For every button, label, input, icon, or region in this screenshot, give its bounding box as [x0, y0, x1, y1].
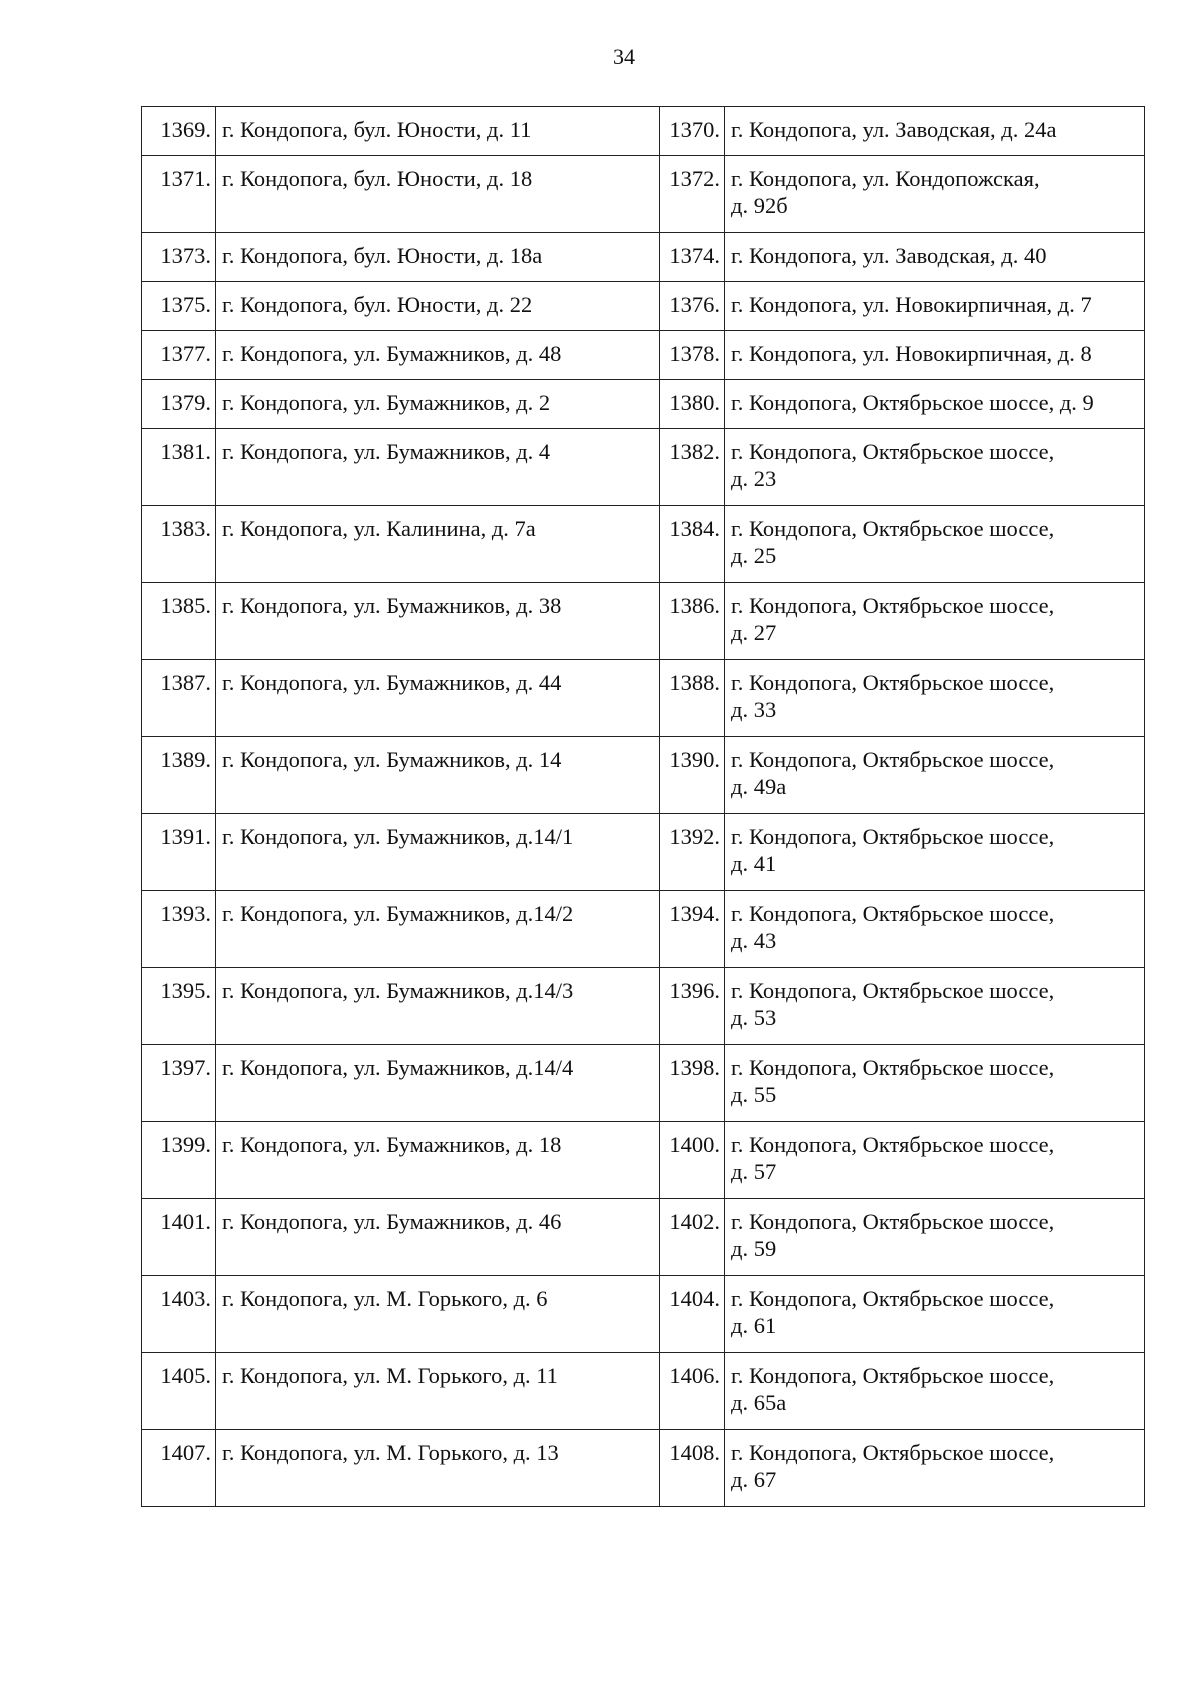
- address-left: г. Кондопога, ул. Бумажников, д. 44: [216, 660, 660, 737]
- address-left: г. Кондопога, ул. Бумажников, д. 18: [216, 1122, 660, 1199]
- row-number-right: 1376.: [660, 282, 725, 331]
- table-row: [142, 1276, 1145, 1353]
- row-number-left: 1391.: [142, 814, 216, 891]
- address-left: г. Кондопога, бул. Юности, д. 22: [216, 282, 660, 331]
- row-number-left: 1387.: [142, 660, 216, 737]
- row-number-left: 1369.: [142, 107, 216, 156]
- address-left: г. Кондопога, ул. Бумажников, д.14/1: [216, 814, 660, 891]
- table-row: [142, 737, 1145, 814]
- table-row: [142, 282, 1145, 331]
- row-number-left: 1397.: [142, 1045, 216, 1122]
- address-right: г. Кондопога, Октябрьское шоссе, д. 59: [725, 1199, 1145, 1276]
- address-right: г. Кондопога, Октябрьское шоссе, д. 57: [725, 1122, 1145, 1199]
- row-number-right: 1370.: [660, 107, 725, 156]
- row-number-left: 1399.: [142, 1122, 216, 1199]
- row-number-left: 1383.: [142, 506, 216, 583]
- row-number-left: 1401.: [142, 1199, 216, 1276]
- row-number-right: 1388.: [660, 660, 725, 737]
- address-right: г. Кондопога, Октябрьское шоссе, д. 53: [725, 968, 1145, 1045]
- address-left: г. Кондопога, ул. Бумажников, д. 48: [216, 331, 660, 380]
- row-number-right: 1396.: [660, 968, 725, 1045]
- row-number-right: 1394.: [660, 891, 725, 968]
- address-right: г. Кондопога, Октябрьское шоссе, д. 25: [725, 506, 1145, 583]
- address-left: г. Кондопога, ул. Бумажников, д.14/2: [216, 891, 660, 968]
- row-number-left: 1381.: [142, 429, 216, 506]
- table-row: [142, 1353, 1145, 1430]
- table-row: [142, 660, 1145, 737]
- address-left: г. Кондопога, ул. Калинина, д. 7а: [216, 506, 660, 583]
- row-number-right: 1402.: [660, 1199, 725, 1276]
- address-left: г. Кондопога, ул. Бумажников, д. 2: [216, 380, 660, 429]
- table-row: [142, 380, 1145, 429]
- address-right: г. Кондопога, ул. Заводская, д. 40: [725, 233, 1145, 282]
- row-number-left: 1385.: [142, 583, 216, 660]
- row-number-right: 1408.: [660, 1430, 725, 1507]
- table-row: [142, 1199, 1145, 1276]
- address-right: г. Кондопога, Октябрьское шоссе, д. 27: [725, 583, 1145, 660]
- address-right: г. Кондопога, ул. Новокирпичная, д. 7: [725, 282, 1145, 331]
- row-number-right: 1406.: [660, 1353, 725, 1430]
- row-number-left: 1373.: [142, 233, 216, 282]
- row-number-right: 1372.: [660, 156, 725, 233]
- row-number-right: 1392.: [660, 814, 725, 891]
- address-right: г. Кондопога, ул. Заводская, д. 24а: [725, 107, 1145, 156]
- row-number-right: 1378.: [660, 331, 725, 380]
- address-left: г. Кондопога, ул. Бумажников, д. 14: [216, 737, 660, 814]
- address-right: г. Кондопога, Октябрьское шоссе, д. 67: [725, 1430, 1145, 1507]
- row-number-right: 1390.: [660, 737, 725, 814]
- table-row: [142, 156, 1145, 233]
- row-number-right: 1374.: [660, 233, 725, 282]
- row-number-right: 1404.: [660, 1276, 725, 1353]
- address-left: г. Кондопога, бул. Юности, д. 11: [216, 107, 660, 156]
- address-right: г. Кондопога, Октябрьское шоссе, д. 33: [725, 660, 1145, 737]
- address-left: г. Кондопога, ул. Бумажников, д. 46: [216, 1199, 660, 1276]
- row-number-right: 1384.: [660, 506, 725, 583]
- row-number-right: 1398.: [660, 1045, 725, 1122]
- table-row: [142, 506, 1145, 583]
- address-left: г. Кондопога, ул. М. Горького, д. 11: [216, 1353, 660, 1430]
- address-right: г. Кондопога, Октябрьское шоссе, д. 9: [725, 380, 1145, 429]
- page-number: 34: [613, 44, 635, 69]
- table-row: [142, 331, 1145, 380]
- row-number-right: 1380.: [660, 380, 725, 429]
- address-right: г. Кондопога, Октябрьское шоссе, д. 55: [725, 1045, 1145, 1122]
- address-right: г. Кондопога, Октябрьское шоссе, д. 65а: [725, 1353, 1145, 1430]
- row-number-left: 1371.: [142, 156, 216, 233]
- table-row: [142, 814, 1145, 891]
- address-right: г. Кондопога, ул. Новокирпичная, д. 8: [725, 331, 1145, 380]
- address-left: г. Кондопога, ул. Бумажников, д.14/3: [216, 968, 660, 1045]
- table-row: [142, 107, 1145, 156]
- table-row: [142, 583, 1145, 660]
- table-row: [142, 1430, 1145, 1507]
- row-number-left: 1389.: [142, 737, 216, 814]
- address-right: г. Кондопога, Октябрьское шоссе, д. 43: [725, 891, 1145, 968]
- row-number-left: 1379.: [142, 380, 216, 429]
- address-left: г. Кондопога, бул. Юности, д. 18а: [216, 233, 660, 282]
- table-row: [142, 1122, 1145, 1199]
- address-left: г. Кондопога, ул. Бумажников, д. 4: [216, 429, 660, 506]
- address-left: г. Кондопога, ул. М. Горького, д. 13: [216, 1430, 660, 1507]
- address-table: [141, 106, 1145, 1507]
- address-right: г. Кондопога, Октябрьское шоссе, д. 49а: [725, 737, 1145, 814]
- table-row: [142, 233, 1145, 282]
- row-number-right: 1382.: [660, 429, 725, 506]
- row-number-right: 1386.: [660, 583, 725, 660]
- address-right: г. Кондопога, Октябрьское шоссе, д. 41: [725, 814, 1145, 891]
- row-number-left: 1403.: [142, 1276, 216, 1353]
- address-right: г. Кондопога, Октябрьское шоссе, д. 23: [725, 429, 1145, 506]
- row-number-left: 1395.: [142, 968, 216, 1045]
- table-row: [142, 891, 1145, 968]
- row-number-right: 1400.: [660, 1122, 725, 1199]
- table-row: [142, 429, 1145, 506]
- row-number-left: 1375.: [142, 282, 216, 331]
- address-right: г. Кондопога, Октябрьское шоссе, д. 61: [725, 1276, 1145, 1353]
- row-number-left: 1393.: [142, 891, 216, 968]
- row-number-left: 1405.: [142, 1353, 216, 1430]
- address-table-body: [142, 107, 1145, 1507]
- address-left: г. Кондопога, ул. М. Горького, д. 6: [216, 1276, 660, 1353]
- address-left: г. Кондопога, ул. Бумажников, д.14/4: [216, 1045, 660, 1122]
- table-row: [142, 968, 1145, 1045]
- row-number-left: 1377.: [142, 331, 216, 380]
- address-right: г. Кондопога, ул. Кондопожская, д. 92б: [725, 156, 1145, 233]
- address-left: г. Кондопога, бул. Юности, д. 18: [216, 156, 660, 233]
- row-number-left: 1407.: [142, 1430, 216, 1507]
- address-left: г. Кондопога, ул. Бумажников, д. 38: [216, 583, 660, 660]
- table-row: [142, 1045, 1145, 1122]
